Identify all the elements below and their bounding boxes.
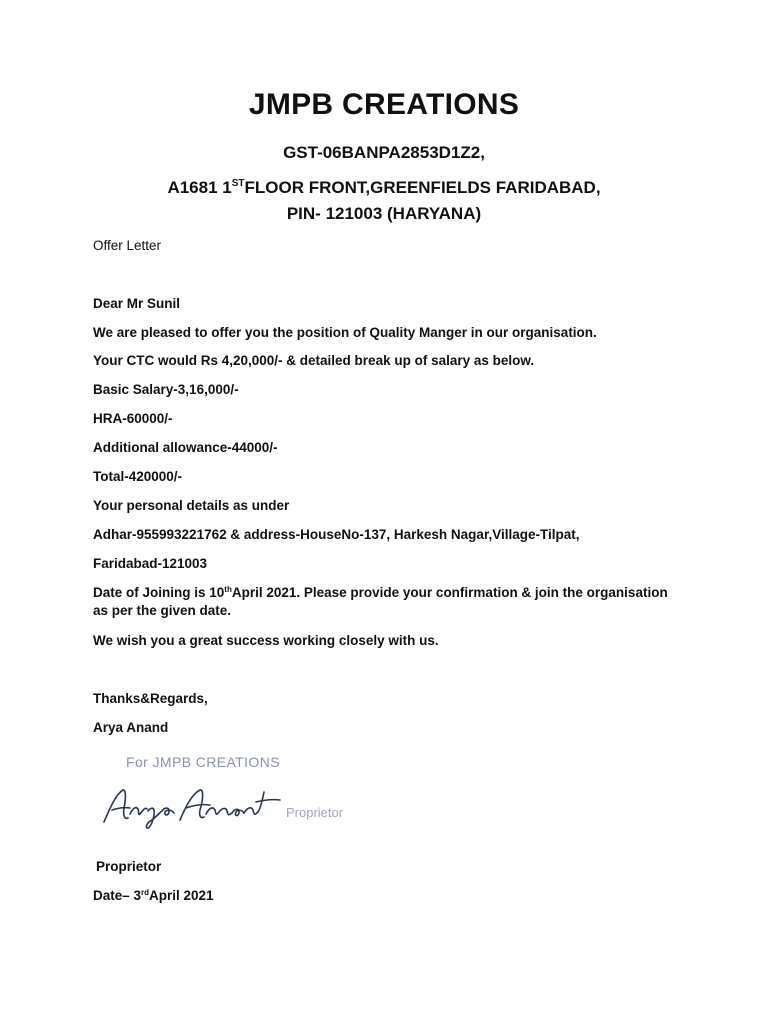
designation: Proprietor [96, 859, 162, 874]
letter-date [93, 888, 214, 903]
gst-number: GST-06BANPA2853D1Z2, [283, 143, 485, 162]
city-pin: Faridabad-121003 [93, 556, 208, 571]
wish-statement: We wish you a great success working closely with us. [93, 633, 439, 648]
closing: Thanks&Regards, [93, 691, 208, 706]
personal-details-heading: Your personal details as under [93, 498, 290, 513]
signature-stamp [96, 748, 344, 836]
signatory-name: Arya Anand [93, 720, 169, 735]
stamp-firm-name: For JMPB CREATIONS [126, 754, 280, 770]
company-pin: PIN- 121003 (HARYANA) [286, 204, 482, 223]
handwritten-signature [96, 768, 310, 832]
date-suffix: April 2021 [149, 888, 214, 903]
joining-suffix: April 2021. Please provide your confirmation & join the organisation as per the given date. [93, 585, 668, 618]
company-address [0, 178, 768, 198]
total-salary: Total-420000/- [93, 469, 183, 484]
aadhaar-and-address: Adhar-955993221762 & address-HouseNo-137, Harkesh Nagar,Village-Tilpat, [93, 527, 580, 542]
salutation: Dear Mr Sunil [93, 296, 181, 311]
date-ordinal: rd [141, 888, 150, 897]
ctc-statement: Your CTC would Rs 4,20,000/- & detailed break up of salary as below. [93, 353, 535, 368]
joining-prefix: Date of Joining is 10 [93, 585, 225, 600]
date-prefix: Date– 3 [93, 888, 142, 903]
stamp-title: Proprietor [286, 805, 344, 820]
address-suffix: FLOOR FRONT,GREENFIELDS FARIDABAD, [244, 178, 601, 197]
company-name: JMPB CREATIONS [248, 88, 520, 121]
letter-subject: Offer Letter [93, 238, 162, 253]
address-prefix: A1681 1 [167, 178, 232, 197]
hra: HRA-60000/- [93, 411, 173, 426]
joining-ordinal: th [224, 585, 232, 594]
additional-allowance: Additional allowance-44000/- [93, 440, 278, 455]
basic-salary: Basic Salary-3,16,000/- [93, 382, 239, 397]
address-ordinal: ST [231, 178, 245, 189]
offer-statement: We are pleased to offer you the position of Quality Manger in our organisation. [93, 325, 597, 340]
joining-date-statement [93, 584, 683, 620]
